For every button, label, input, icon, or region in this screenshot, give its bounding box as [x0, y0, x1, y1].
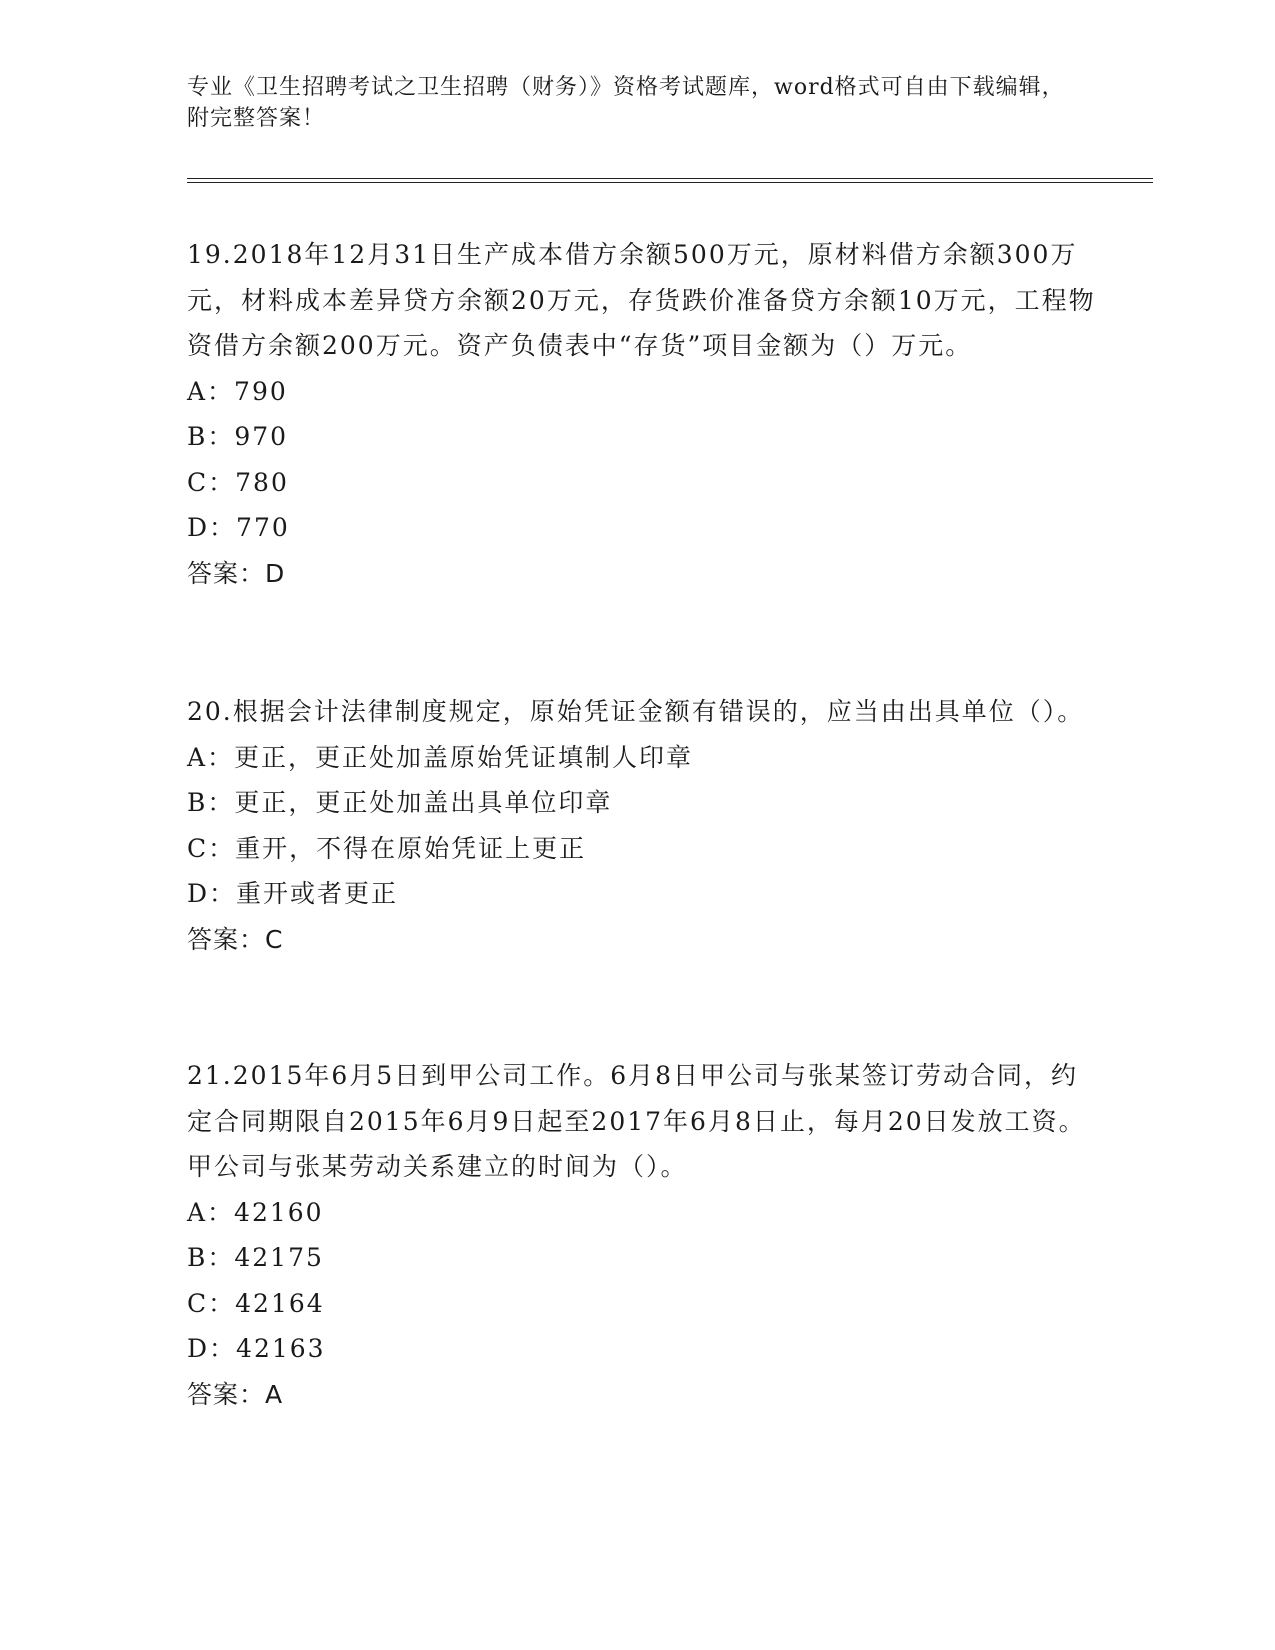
option-d: D：770	[187, 513, 290, 542]
option-b: B：970	[187, 422, 289, 451]
answer: 答案：C	[187, 924, 284, 954]
option-d: D：重开或者更正	[187, 879, 399, 908]
option-c: C：42164	[187, 1288, 325, 1318]
option-a: A：42160	[187, 1197, 324, 1227]
header-divider-bottom	[187, 182, 1153, 183]
question-stem: 20.根据会计法律制度规定，原始凭证金额有错误的，应当由出具单位（）。	[187, 697, 1085, 726]
question-stem: 21.2015年6月5日到甲公司工作。6月8日甲公司与张某签订劳动合同，约定合同期限自2015年6月9日起至2017年6月8日止，每月20日发放工资。甲公司与张某劳动关系建立的时间为（）。	[187, 1061, 1086, 1181]
option-b: B：42175	[187, 1243, 324, 1272]
option-c: C：780	[187, 467, 289, 497]
option-a: A：790	[187, 376, 288, 406]
document-header	[187, 72, 1087, 134]
option-a: A：更正，更正处加盖原始凭证填制人印章	[187, 742, 694, 772]
answer: 答案：A	[187, 1379, 284, 1409]
question-19	[187, 232, 1097, 596]
option-c: C：重开，不得在原始凭证上更正	[187, 833, 587, 863]
answer: 答案：D	[187, 558, 286, 588]
header-title: 专业《卫生招聘考试之卫生招聘（财务）》资格考试题库，word格式可自由下载编辑，附完整答案！	[187, 75, 1065, 131]
question-stem: 19.2018年12月31日生产成本借方余额500万元，原材料借方余额300万元，材料成本差异贷方余额20万元，存货跌价准备贷方余额10万元，工程物资借方余额200万元。资产负债表中“存货”项目金额为（）万元。	[187, 240, 1096, 360]
header-divider-top	[187, 178, 1153, 179]
option-b: B：更正，更正处加盖出具单位印章	[187, 788, 613, 817]
question-21	[187, 1053, 1097, 1417]
option-d: D：42163	[187, 1334, 326, 1363]
question-20	[187, 689, 1097, 962]
